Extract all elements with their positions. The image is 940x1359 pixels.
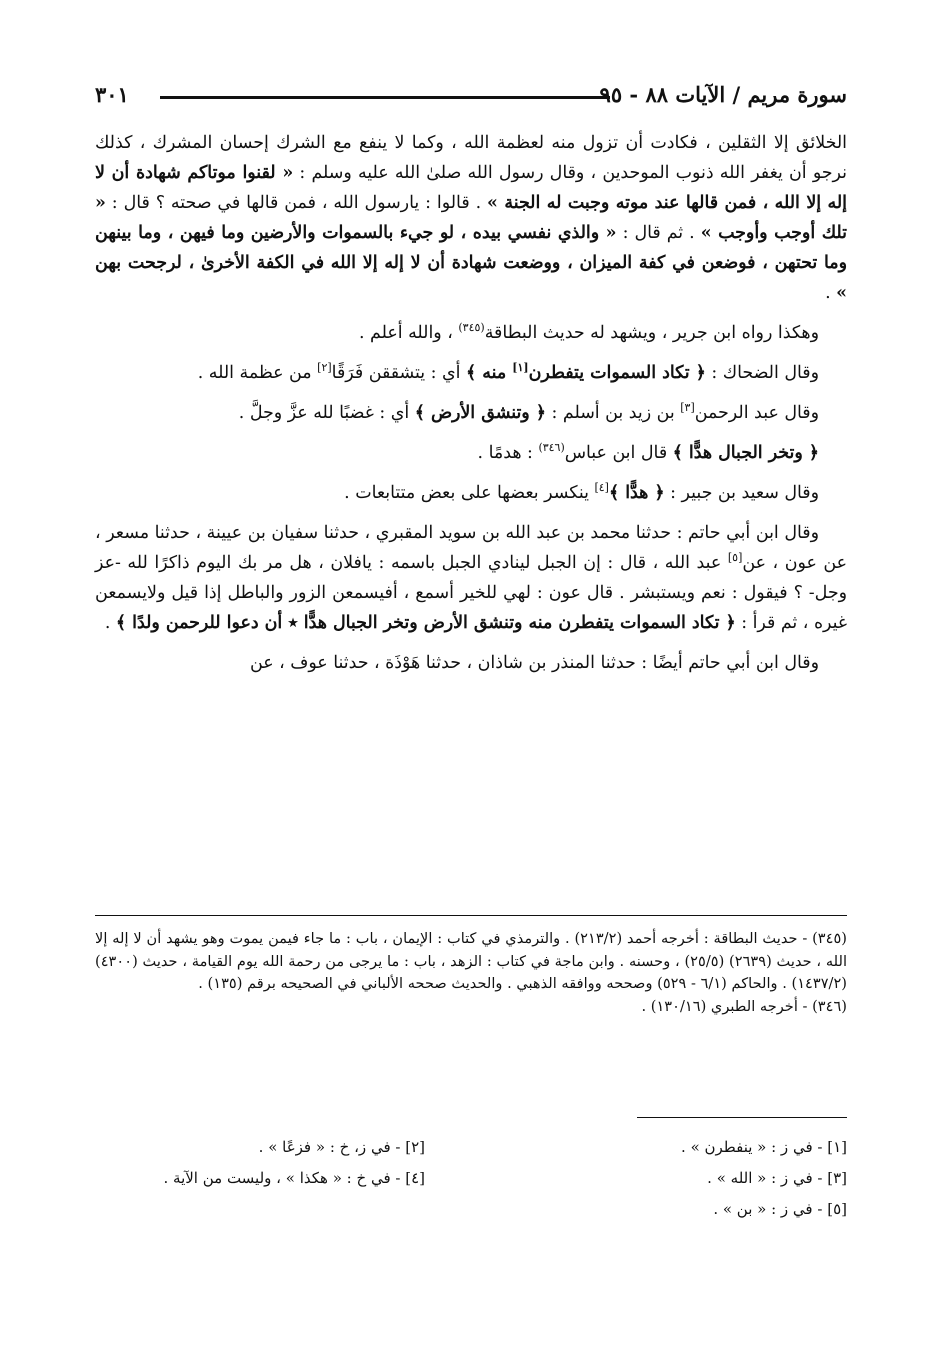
surah-title: سورة مريم / الآيات ٨٨ - ٩٥ [599, 82, 847, 107]
paragraph: وقال عبد الرحمن[٣] بن زيد بن أسلم : ﴿ وتنشق الأرض ﴾ أي : غضبًا لله عزَّ وجلَّ . [238, 401, 819, 423]
header-rule [160, 96, 610, 99]
variant-note: [١] - في ز : « ينفطرن » . [681, 1138, 847, 1156]
variant-note: [٢] - في ز، خ : « فزعًا » . [258, 1138, 425, 1156]
footnote: (٣٤٦) - أخرجه الطبري (١٣٠/١٦) . [641, 997, 847, 1015]
main-text [95, 128, 847, 678]
page-number: ٣٠١ [95, 82, 129, 107]
paragraph: وقال سعيد بن جبير : ﴿ هدًّا ﴾[٤] ينكسر بعضها على بعض متتابعات . [344, 481, 819, 503]
paragraph: وقال ابن أبي حاتم : حدثنا محمد بن عبد الله بن سويد المقبري ، حدثنا سفيان بن عيينة ، حدثنا مسعر ، عن عون ، عن[٥] عبد الله ، قال : إن الجبل لينادي الجبل باسمه : يافلان ، هل مر بك اليوم ذاكرًا لله -عز وجل- ؟ فيقول : نعم ويستبشر . قال عون : لهي للخير أسمع ، أفيسمعن الزور والباطل إذا قيل ولايسمعن غيره ، ثم قرأ : ﴿ تكاد السموات يتفطرن منه وتنشق الأرض وتخر الجبال هدًّا ٭ أن دعوا للرحمن ولدًا ﴾ . [95, 523, 847, 633]
variants-column-right [477, 1132, 847, 1225]
variants-divider [637, 1117, 847, 1118]
variant-note: [٣] - في ز : « الله » . [707, 1169, 847, 1187]
paragraph: ﴿ وتخر الجبال هدًّا ﴾ قال ابن عباس$^{(٣٤٦)}$ : هدمًا . [477, 441, 819, 463]
paragraph: الخلائق إلا الثقلين ، فكادت أن تزول منه لعظمة الله ، وكما لا ينفع مع الشرك إحسان المشرك ، كذلك نرجو أن يغفر الله ذنوب الموحدين ، وقال رسول الله صلىٰ الله عليه وسلم : « لقنوا موتاكم شهادة أن لا إله إلا الله ، فمن قالها عند موته وجبت له الجنة » . قالوا : يارسول الله ، فمن قالها في صحته ؟ قال : « تلك أوجب وأوجب » . ثم قال : « والذي نفسي بيده ، لو جيء بالسموات والأرضين وما فيهن ، وما بينهن وما تحتهن ، فوضعن في كفة الميزان ، ووضعت شهادة أن لا إله إلا الله في الكفة الأخرىٰ ، لرجحت بهن » . [95, 133, 847, 303]
variant-note: [٤] - في خ : « هكذا » ، وليست من الآية . [163, 1169, 425, 1187]
variants-column-left [95, 1132, 425, 1194]
footnotes [95, 928, 847, 1018]
footnote: (٣٤٥) - حديث البطاقة : أخرجه أحمد (٢١٣/٢) . والترمذي في كتاب : الإيمان ، باب : ما جاء فيمن يموت وهو يشهد أن لا إله إلا الله ، حديث (٢٦٣٩) (٢٥/٥) ، وحسنه . وابن ماجة في كتاب : الزهد ، باب : ما يرجى من رحمة الله يوم القيامة ، حديث (٤٣٠٠) (١٤٣٧/٢) . والحاكم (٦/١ - ٥٢٩) وصححه ووافقه الذهبي . والحديث صححه الألباني في الصحيحه برقم (١٣٥) . [95, 930, 847, 992]
paragraph: وقال الضحاك : ﴿ تكاد السموات يتفطرن[١] منه ﴾ أي : يتشققن فَرَقًا[٢] من عظمة الله . [197, 361, 819, 383]
variant-note: [٥] - في ز : « بن » . [713, 1200, 847, 1218]
footnote-divider [95, 915, 847, 916]
manuscript-variants [95, 1132, 847, 1242]
page-header [95, 82, 847, 122]
paragraph: وقال ابن أبي حاتم أيضًا : حدثنا المنذر بن شاذان ، حدثنا هَوْذَة ، حدثنا عوف ، عن [250, 653, 819, 673]
paragraph: وهكذا رواه ابن جرير ، ويشهد له حديث البطاقة$^{(٣٤٥)}$ ، والله أعلم . [358, 321, 819, 343]
